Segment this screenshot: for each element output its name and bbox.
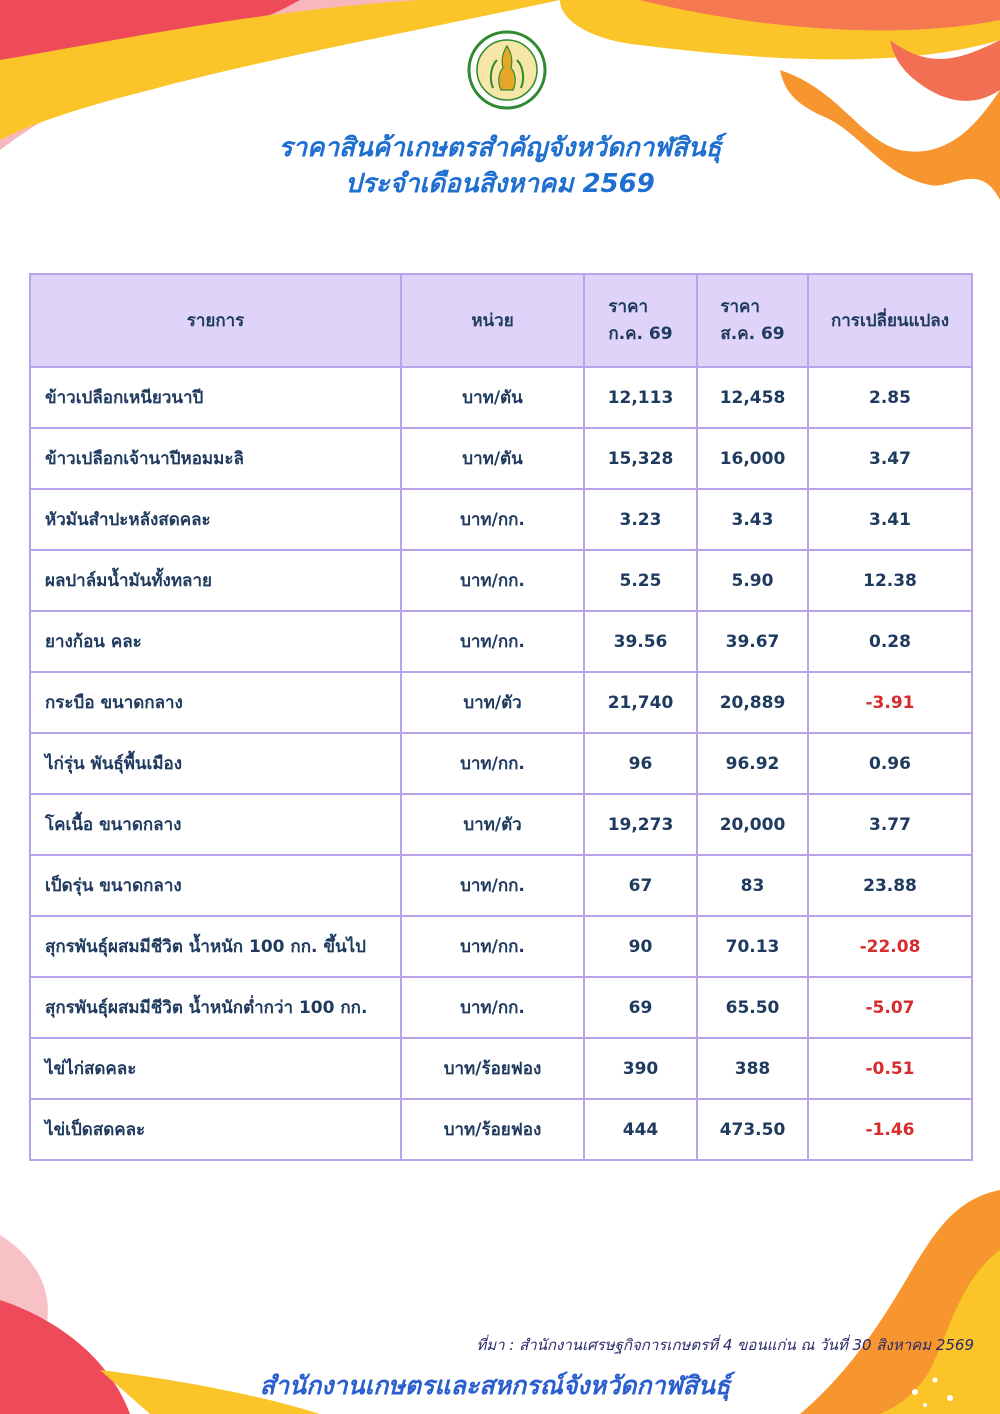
item-cell: ไก่รุ่น พันธุ์พื้นเมือง	[30, 733, 401, 794]
price-aug-cell: 5.90	[697, 550, 808, 611]
unit-cell: บาท/ตัว	[401, 794, 584, 855]
header-price-jul-line1: ราคา	[608, 296, 649, 317]
table-row	[30, 489, 972, 550]
price-jul-cell: 444	[584, 1099, 697, 1160]
unit-cell: บาท/กก.	[401, 977, 584, 1038]
price-aug-cell: 70.13	[697, 916, 808, 977]
header-price-jul-line2: ก.ค. 69	[608, 323, 673, 344]
header-change: การเปลี่ยนแปลง	[808, 274, 972, 367]
price-aug-cell: 388	[697, 1038, 808, 1099]
item-cell: ไข่เป็ดสดคละ	[30, 1099, 401, 1160]
price-jul-cell: 90	[584, 916, 697, 977]
unit-cell: บาท/กก.	[401, 611, 584, 672]
change-cell: -22.08	[808, 916, 972, 977]
price-aug-cell: 16,000	[697, 428, 808, 489]
change-cell: -5.07	[808, 977, 972, 1038]
price-jul-cell: 21,740	[584, 672, 697, 733]
unit-cell: บาท/ร้อยฟอง	[401, 1099, 584, 1160]
price-aug-cell: 96.92	[697, 733, 808, 794]
change-cell: 2.85	[808, 367, 972, 428]
unit-cell: บาท/ตัน	[401, 367, 584, 428]
item-cell: ข้าวเปลือกเจ้านาปีหอมมะลิ	[30, 428, 401, 489]
price-jul-cell: 12,113	[584, 367, 697, 428]
change-cell: -3.91	[808, 672, 972, 733]
price-jul-cell: 15,328	[584, 428, 697, 489]
table-header-row	[30, 274, 972, 367]
unit-cell: บาท/กก.	[401, 916, 584, 977]
unit-cell: บาท/ตัน	[401, 428, 584, 489]
price-aug-cell: 39.67	[697, 611, 808, 672]
item-cell: สุกรพันธุ์ผสมมีชีวิต น้ำหนัก 100 กก. ขึ้นไป	[30, 916, 401, 977]
table-row	[30, 367, 972, 428]
unit-cell: บาท/กก.	[401, 855, 584, 916]
price-aug-cell: 20,889	[697, 672, 808, 733]
table-row	[30, 550, 972, 611]
header-item: รายการ	[30, 274, 401, 367]
item-cell: ไข่ไก่สดคละ	[30, 1038, 401, 1099]
item-cell: ยางก้อน คละ	[30, 611, 401, 672]
item-cell: เป็ดรุ่น ขนาดกลาง	[30, 855, 401, 916]
change-cell: 0.28	[808, 611, 972, 672]
price-jul-cell: 3.23	[584, 489, 697, 550]
title-line-1: ราคาสินค้าเกษตรสำคัญจังหวัดกาฬสินธุ์	[278, 133, 722, 163]
item-cell: ผลปาล์มน้ำมันทั้งทลาย	[30, 550, 401, 611]
change-cell: 3.77	[808, 794, 972, 855]
table-row	[30, 1038, 972, 1099]
unit-cell: บาท/กก.	[401, 550, 584, 611]
unit-cell: บาท/กก.	[401, 733, 584, 794]
item-cell: สุกรพันธุ์ผสมมีชีวิต น้ำหนักต่ำกว่า 100 กก.	[30, 977, 401, 1038]
price-aug-cell: 12,458	[697, 367, 808, 428]
table-row	[30, 916, 972, 977]
header-price-jul	[584, 274, 697, 367]
table-row	[30, 977, 972, 1038]
change-cell: 23.88	[808, 855, 972, 916]
header-price-aug	[697, 274, 808, 367]
price-jul-cell: 69	[584, 977, 697, 1038]
table-row	[30, 611, 972, 672]
table-row	[30, 1099, 972, 1160]
item-cell: หัวมันสำปะหลังสดคละ	[30, 489, 401, 550]
header-unit: หน่วย	[401, 274, 584, 367]
page-title	[0, 130, 1000, 202]
table-row	[30, 733, 972, 794]
change-cell: 3.47	[808, 428, 972, 489]
price-jul-cell: 39.56	[584, 611, 697, 672]
change-cell: -0.51	[808, 1038, 972, 1099]
item-cell: โคเนื้อ ขนาดกลาง	[30, 794, 401, 855]
change-cell: 0.96	[808, 733, 972, 794]
table-row	[30, 672, 972, 733]
seal-logo-icon	[467, 30, 547, 110]
price-jul-cell: 19,273	[584, 794, 697, 855]
unit-cell: บาท/ตัว	[401, 672, 584, 733]
change-cell: 3.41	[808, 489, 972, 550]
price-jul-cell: 390	[584, 1038, 697, 1099]
price-aug-cell: 20,000	[697, 794, 808, 855]
unit-cell: บาท/ร้อยฟอง	[401, 1038, 584, 1099]
price-aug-cell: 83	[697, 855, 808, 916]
price-jul-cell: 67	[584, 855, 697, 916]
item-cell: กระบือ ขนาดกลาง	[30, 672, 401, 733]
table-row	[30, 794, 972, 855]
footer-organization: สำนักงานเกษตรและสหกรณ์จังหวัดกาฬสินธุ์	[259, 1371, 731, 1400]
header-price-aug-line1: ราคา	[720, 296, 760, 317]
header-price-aug-line2: ส.ค. 69	[720, 323, 785, 344]
title-line-2: ประจำเดือนสิงหาคม 2569	[345, 169, 655, 199]
price-aug-cell: 473.50	[697, 1099, 808, 1160]
change-cell: -1.46	[808, 1099, 972, 1160]
price-jul-cell: 96	[584, 733, 697, 794]
table-row	[30, 428, 972, 489]
table-row	[30, 855, 972, 916]
item-cell: ข้าวเปลือกเหนียวนาปี	[30, 367, 401, 428]
price-aug-cell: 65.50	[697, 977, 808, 1038]
price-jul-cell: 5.25	[584, 550, 697, 611]
price-aug-cell: 3.43	[697, 489, 808, 550]
unit-cell: บาท/กก.	[401, 489, 584, 550]
source-note: ที่มา : สำนักงานเศรษฐกิจการเกษตรที่ 4 ขอนแก่น ณ วันที่ 30 สิงหาคม 2569	[476, 1336, 974, 1354]
change-cell: 12.38	[808, 550, 972, 611]
price-table	[29, 273, 973, 1161]
